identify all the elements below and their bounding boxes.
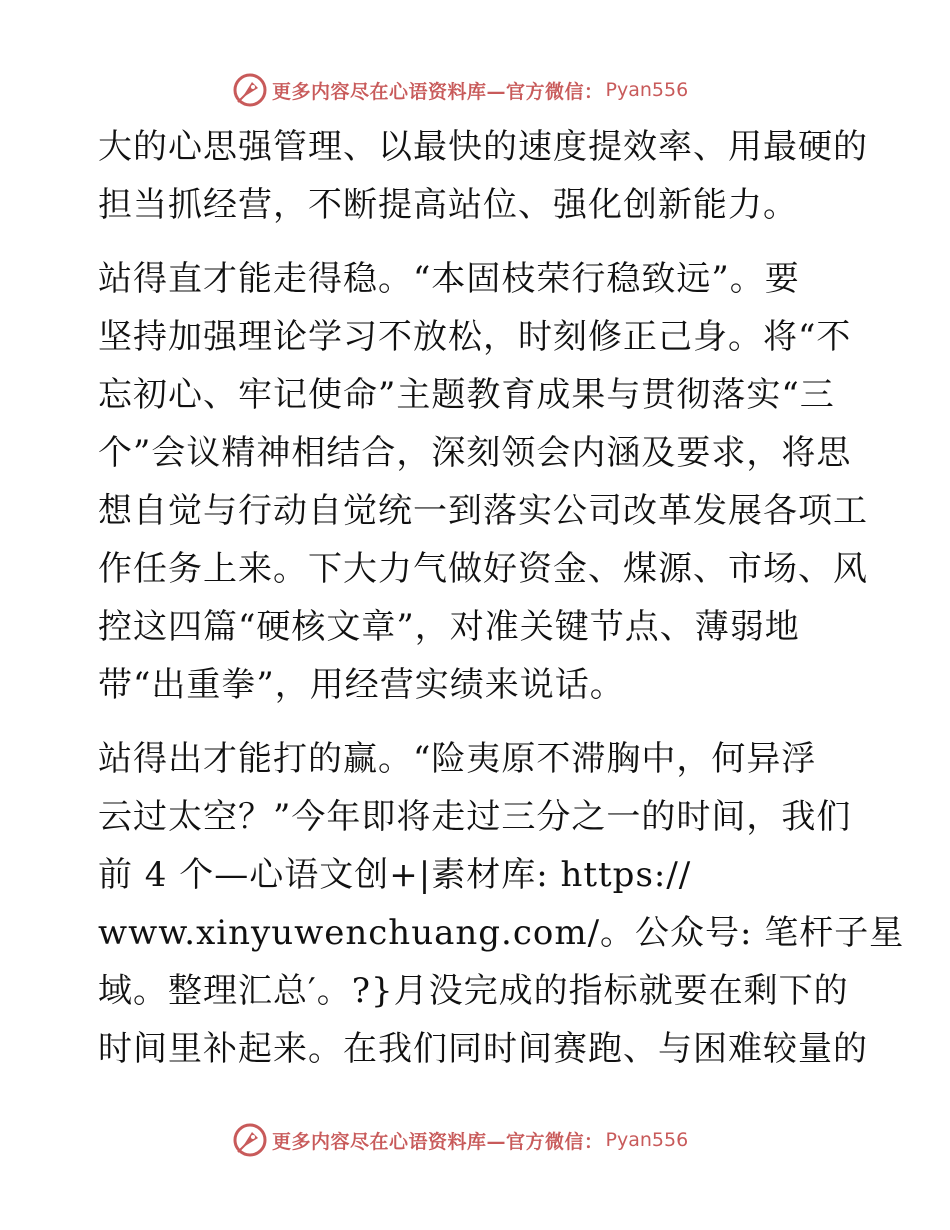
text-line: 坚持加强理论学习不放松，时刻修正己身。将“不: [98, 317, 852, 357]
text-line: 忘初心、牢记使命”主题教育成果与贯彻落实“三: [98, 375, 835, 415]
header-banner: [232, 70, 688, 110]
pen-nib-logo-icon: [232, 72, 268, 108]
text-line-with-link: 前 4 个—心语文创+|素材库: https://: [98, 855, 692, 895]
footer-banner-contact: Pyan556: [605, 1129, 689, 1151]
text-line: 云过太空？”今年即将走过三分之一的时间，我们: [98, 797, 852, 837]
document-body: [98, 118, 905, 1078]
text-line: 时间里补起来。在我们同时间赛跑、与困难较量的: [98, 1029, 868, 1069]
text-line: 域。整理汇总′。?}月没完成的指标就要在剩下的: [98, 971, 849, 1011]
header-banner-text: 更多内容尽在心语资料库—官方微信：: [272, 80, 604, 103]
paragraph-3: [98, 730, 905, 1078]
text-line: 担当抓经营，不断提高站位、强化创新能力。: [98, 185, 798, 225]
text-line: 作任务上来。下大力气做好资金、煤源、市场、风: [98, 549, 868, 589]
text-line: 带“出重拳”，用经营实绩来说话。: [98, 665, 625, 705]
footer-banner-text: 更多内容尽在心语资料库—官方微信：: [272, 1130, 604, 1153]
pen-nib-logo-icon: [232, 1122, 268, 1158]
text-line: 想自觉与行动自觉统一到落实公司改革发展各项工: [98, 491, 868, 531]
paragraph-1: [98, 118, 868, 234]
footer-banner: [232, 1120, 688, 1160]
text-line: 控这四篇“硬核文章”，对准关键节点、薄弱地: [98, 607, 800, 647]
text-line: 大的心思强管理、以最快的速度提效率、用最硬的: [98, 127, 868, 167]
text-line: 个”会议精神相结合，深刻领会内涵及要求，将思: [98, 433, 852, 473]
text-line: 站得出才能打的赢。“险夷原不滞胸中，何异浮: [98, 739, 817, 779]
paragraph-2: [98, 250, 868, 714]
header-banner-contact: Pyan556: [605, 79, 689, 101]
text-line-url: www.xinyuwenchuang.com/。公众号: 笔杆子星: [98, 913, 905, 953]
text-line: 站得直才能走得稳。“本固枝荣行稳致远”。要: [98, 259, 800, 299]
